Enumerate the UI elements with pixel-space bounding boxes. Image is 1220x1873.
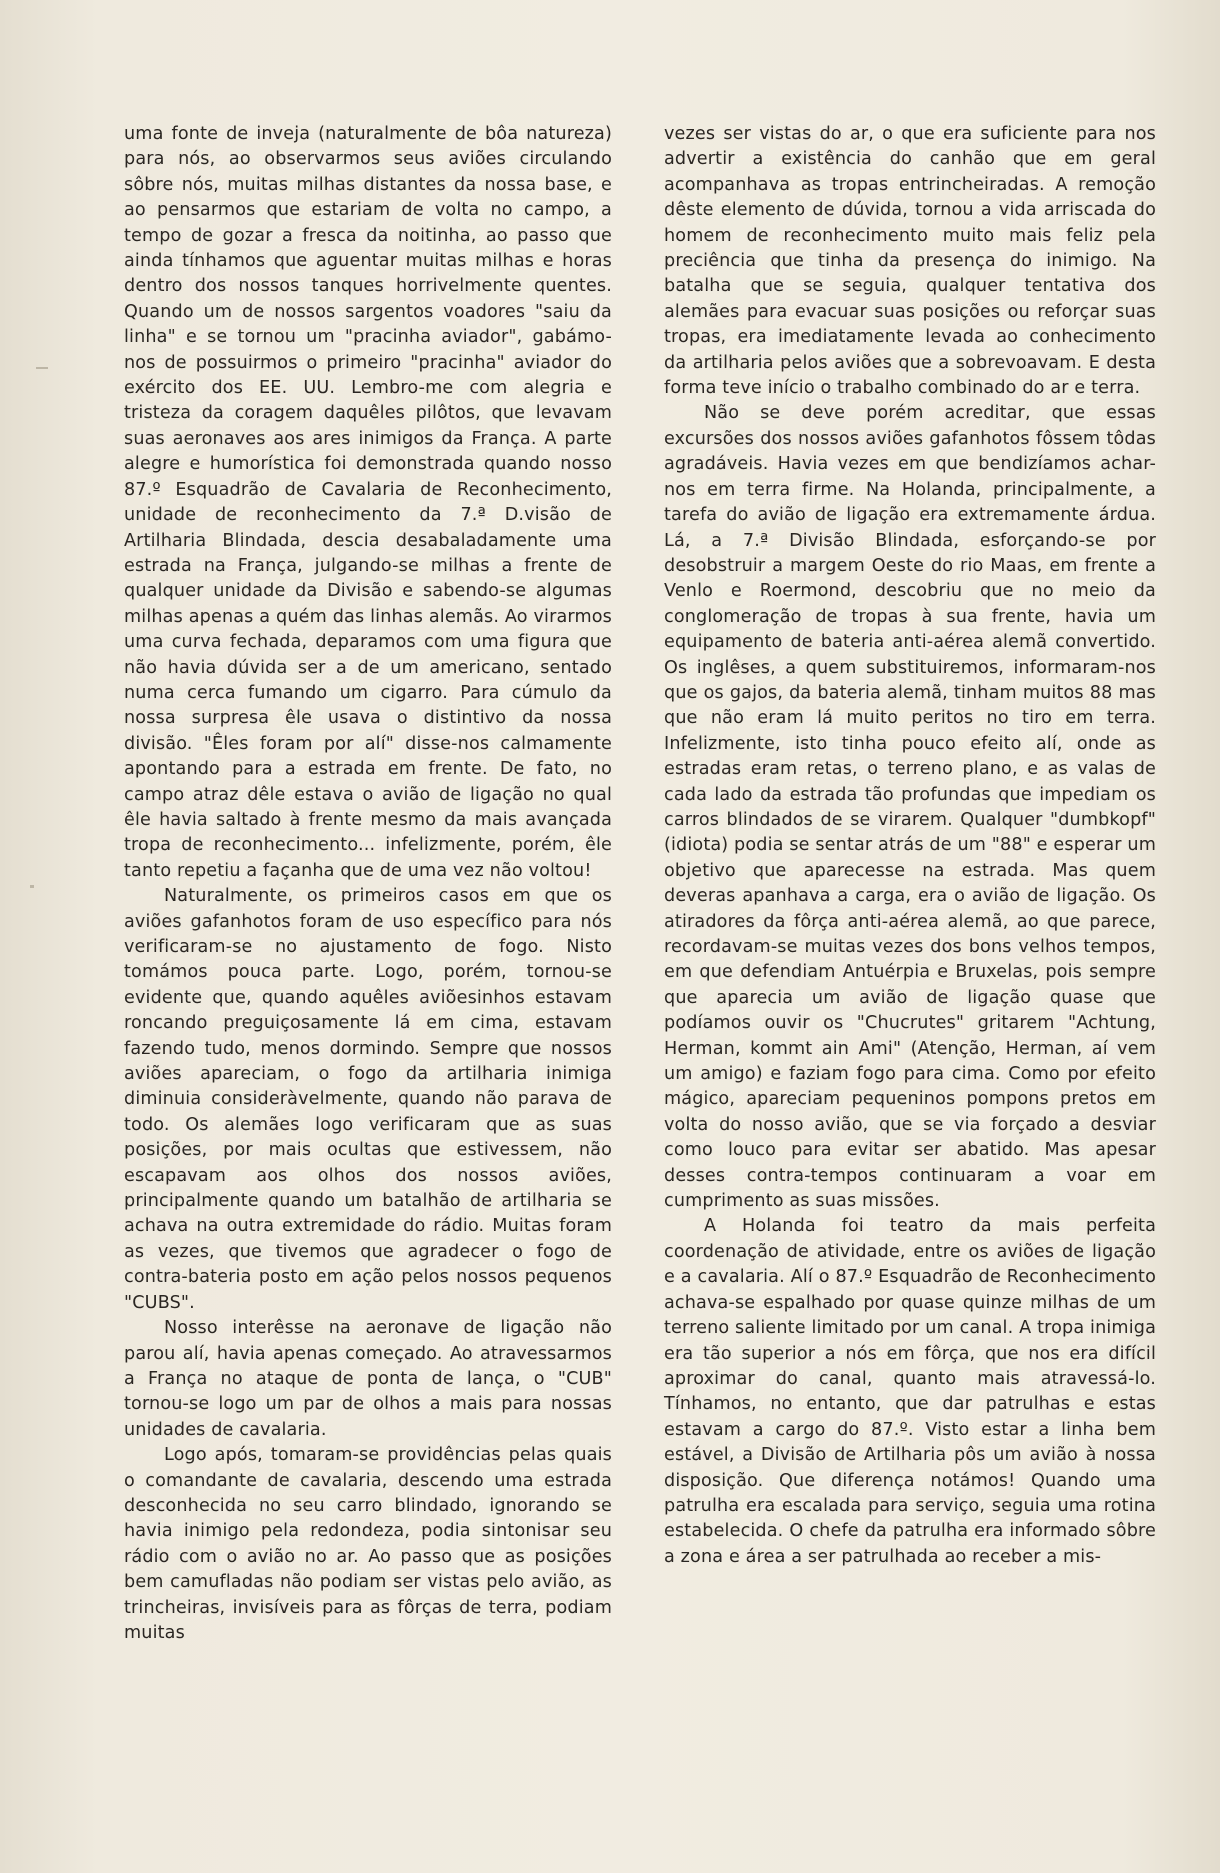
left-column bbox=[124, 122, 612, 1646]
paragraph: vezes ser vistas do ar, o que era suficiente para nos advertir a existência do canhão que em geral acompanhava as tropas entrincheiradas. A remoção dêste elemento de dúvida, tornou a vida arriscada do homem de reconhecimento muito mais feliz pela preciência que tinha da presença do inimigo. Na batalha que se seguia, qualquer tentativa dos alemães para evacuar suas posições ou reforçar suas tropas, era imediatamente levada ao conhecimento da artilharia pelos aviões que a sobrevoavam. E desta forma teve início o trabalho combinado do ar e terra. bbox=[664, 124, 1156, 399]
right-column bbox=[664, 122, 1156, 1570]
paragraph: A Holanda foi teatro da mais perfeita coordenação de atividade, entre os aviões de ligação e a cavalaria. Alí o 87.º Esquadrão de Reconhecimento achava-se espalhado por quase quinze milhas de um terreno saliente limitado por um canal. A tropa inimiga era tão superior a nós em fôrça, que nos era difícil aproximar do canal, quanto mais atravessá-lo. Tínhamos, no entanto, que dar patrulhas e estas estavam a cargo do 87.º. Visto estar a linha bem estável, a Divisão de Artilharia pôs um avião à nossa disposição. Que diferença notámos! Quando uma patrulha era escalada para serviço, seguia uma rotina estabelecida. O chefe da patrulha era informado sôbre a zona e área a ser patrulhada ao receber a mis- bbox=[664, 1216, 1156, 1567]
paragraph: Não se deve porém acreditar, que essas excursões dos nossos aviões gafanhotos fôssem tôdas agradáveis. Havia vezes em que bendizíamos achar-nos em terra firme. Na Holanda, principalmente, a tarefa do avião de ligação era extremamente árdua. Lá, a 7.ª Divisão Blindada, esforçando-se por desobstruir a margem Oeste do rio Maas, em frente a Venlo e Roermond, descobriu que no meio da conglomeração de tropas à sua frente, havia um equipamento de bateria anti-aérea alemã convertido. Os inglêses, a quem substituiremos, informaram-nos que os gajos, da bateria alemã, tinham muitos 88 mas que não eram lá muito peritos no tiro em terra. Infelizmente, isto tinha pouco efeito alí, onde as estradas eram retas, o terreno plano, e as valas de cada lado da estrada tão profundas que impediam os carros blindados de se virarem. Qualquer "dumbkopf" (idiota) podia se sentar atrás de um "88" e esperar um objetivo que aparecesse na estrada. Mas quem deveras apanhava a carga, era o avião de ligação. Os atiradores da fôrça anti-aérea alemã, ao que parece, recordavam-se muitas vezes dos bons velhos tempos, em que defendiam Antuérpia e Bruxelas, pois sempre que aparecia um avião de ligação quase que podíamos ouvir os "Chucrutes" gritarem "Achtung, Herman, kommt ain Ami" (Atenção, Herman, aí vem um amigo) e faziam fogo para cima. Como por efeito mágico, apareciam pequeninos pompons pretos em volta do nosso avião, que se via forçado a desviar como louco para evitar ser abatido. Mas apesar desses contra-tempos continuaram a voar em cumprimento as suas missões. bbox=[664, 403, 1157, 1212]
margin-mark bbox=[30, 885, 34, 888]
paragraph: uma fonte de inveja (naturalmente de bôa natureza) para nós, ao observarmos seus aviões circulando sôbre nós, muitas milhas distantes da nossa base, e ao pensarmos que estariam de volta no campo, a tempo de gozar a fresca da noitinha, ao passo que ainda tínhamos que aguentar muitas milhas e horas dentro dos nossos tanques horrivelmente quentes. Quando um de nossos sargentos voadores "saiu da linha" e se tornou um "pracinha aviador", gabámo-nos de possuirmos o primeiro "pracinha" aviador do exército dos EE. UU. Lembro-me com alegria e tristeza da coragem daquêles pilôtos, que levavam suas aeronaves aos ares inimigos da França. A parte alegre e humorística foi demonstrada quando nosso 87.º Esquadrão de Cavalaria de Reconhecimento, unidade de reconhecimento da 7.ª D.visão de Artilharia Blindada, descia desabaladamente uma estrada na França, julgando-se milhas a frente de qualquer unidade da Divisão e sabendo-se algumas milhas apenas a quém das linhas alemãs. Ao virarmos uma curva fechada, deparamos com uma figura que não havia dúvida ser a de um americano, sentado numa cerca fumando um cigarro. Para cúmulo da nossa surpresa êle usava o distintivo da nossa divisão. "Êles foram por alí" disse-nos calmamente apontando para a estrada em frente. De fato, no campo atraz dêle estava o avião de ligação no qual êle havia saltado à frente mesmo da mais avançada tropa de reconhecimento... infelizmente, porém, êle tanto repetiu a façanha que de uma vez não voltou! bbox=[124, 124, 612, 881]
paragraph: Nosso interêsse na aeronave de ligação não parou alí, havia apenas começado. Ao atravessarmos a França no ataque de ponta de lança, o "CUB" tornou-se logo um par de olhos a mais para nossas unidades de cavalaria. bbox=[124, 1318, 612, 1440]
margin-mark bbox=[36, 367, 48, 369]
paragraph: Logo após, tomaram-se providências pelas quais o comandante de cavalaria, descendo uma estrada desconhecida no seu carro blindado, ignorando se havia inimigo pela redondeza, podia sintonisar seu rádio com o avião no ar. Ao passo que as posições bem camufladas não podiam ser vistas pelo avião, as trincheiras, invisíveis para as fôrças de terra, podiam muitas bbox=[124, 1445, 612, 1643]
paragraph: Naturalmente, os primeiros casos em que os aviões gafanhotos foram de uso específico para nós verificaram-se no ajustamento de fogo. Nisto tomámos pouca parte. Logo, porém, tornou-se evidente que, quando aquêles aviõesinhos estavam roncando preguiçosamente lá em cima, estavam fazendo tudo, menos dormindo. Sempre que nossos aviões apareciam, o fogo da artilharia inimiga diminuia consideràvelmente, quando não parava de todo. Os alemães logo verificaram que as suas posições, por mais ocultas que estivessem, não escapavam aos olhos dos nossos aviões, principalmente quando um batalhão de artilharia se achava na outra extremidade do rádio. Muitas foram as vezes, que tivemos que agradecer o fogo de contra-bateria posto em ação pelos nossos pequenos "CUBS". bbox=[124, 886, 612, 1313]
